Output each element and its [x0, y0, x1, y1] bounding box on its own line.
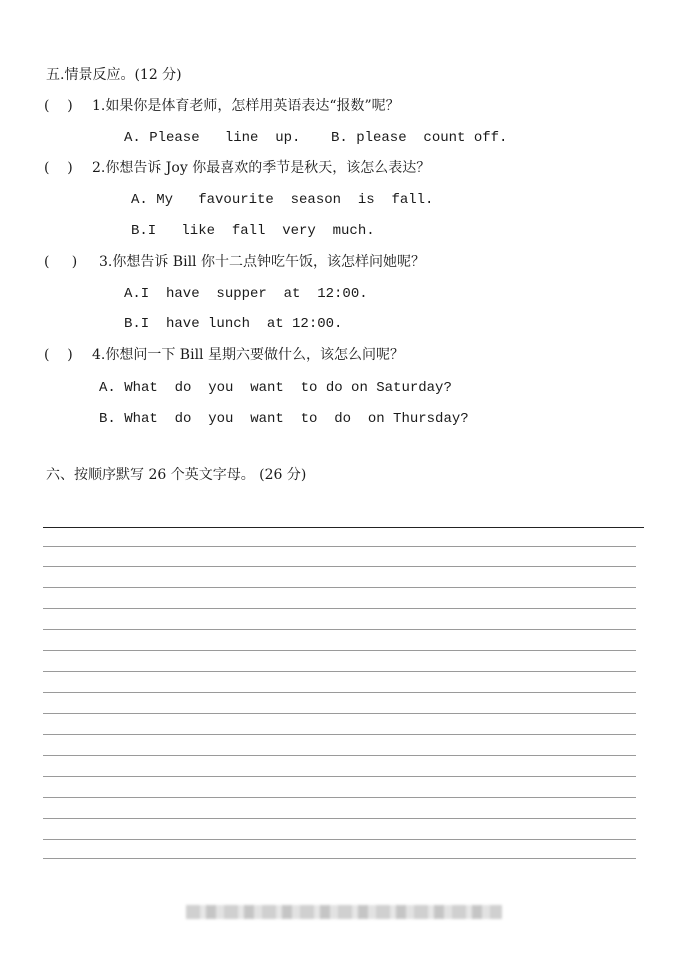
writing-line — [43, 546, 636, 547]
question-stem: 4.你想问一下 Bill 星期六要做什么，该怎么问呢？ — [92, 347, 404, 363]
answer-paren: ( ) — [44, 160, 73, 176]
writing-line — [43, 713, 636, 714]
answer-paren: ( ) — [44, 98, 73, 114]
writing-line — [43, 650, 636, 651]
question-stem: 3.你想告诉 Bill 你十二点钟吃午饭，该怎样问她呢？ — [99, 254, 425, 270]
writing-line — [43, 839, 636, 840]
writing-line — [43, 858, 636, 859]
answer-paren: ( ) — [44, 347, 73, 363]
writing-line — [43, 629, 636, 630]
writing-line — [43, 755, 636, 756]
question-stem: 1.如果你是体育老师，怎样用英语表达“报数”呢？ — [92, 98, 400, 114]
writing-line — [43, 587, 636, 588]
option-a: A. My favourite season is fall. — [131, 192, 434, 208]
writing-line — [43, 797, 636, 798]
writing-line-top — [43, 527, 644, 528]
blurred-footer-watermark — [186, 905, 502, 919]
option-a: A. What do you want to do on Saturday? — [99, 380, 452, 396]
writing-line — [43, 734, 636, 735]
writing-line — [43, 692, 636, 693]
option-b: B. please count off. — [331, 130, 508, 146]
writing-line — [43, 566, 636, 567]
option-b: B.I have lunch at 12:00. — [124, 316, 343, 332]
option-b: B.I like fall very much. — [131, 223, 375, 239]
question-stem: 2.你想告诉 Joy 你最喜欢的季节是秋天，该怎么表达？ — [92, 160, 431, 176]
answer-paren: ( ) — [44, 254, 78, 270]
option-a: A. Please line up. — [124, 130, 301, 146]
writing-line — [43, 671, 636, 672]
writing-line — [43, 776, 636, 777]
writing-line — [43, 608, 636, 609]
writing-line — [43, 818, 636, 819]
option-b: B. What do you want to do on Thursday? — [99, 411, 469, 427]
section-5-title: 五.情景反应。(12 分) — [46, 67, 182, 83]
section-6-title: 六、按顺序默写 26 个英文字母。 (26 分) — [46, 467, 307, 483]
option-a: A.I have supper at 12:00. — [124, 286, 368, 302]
